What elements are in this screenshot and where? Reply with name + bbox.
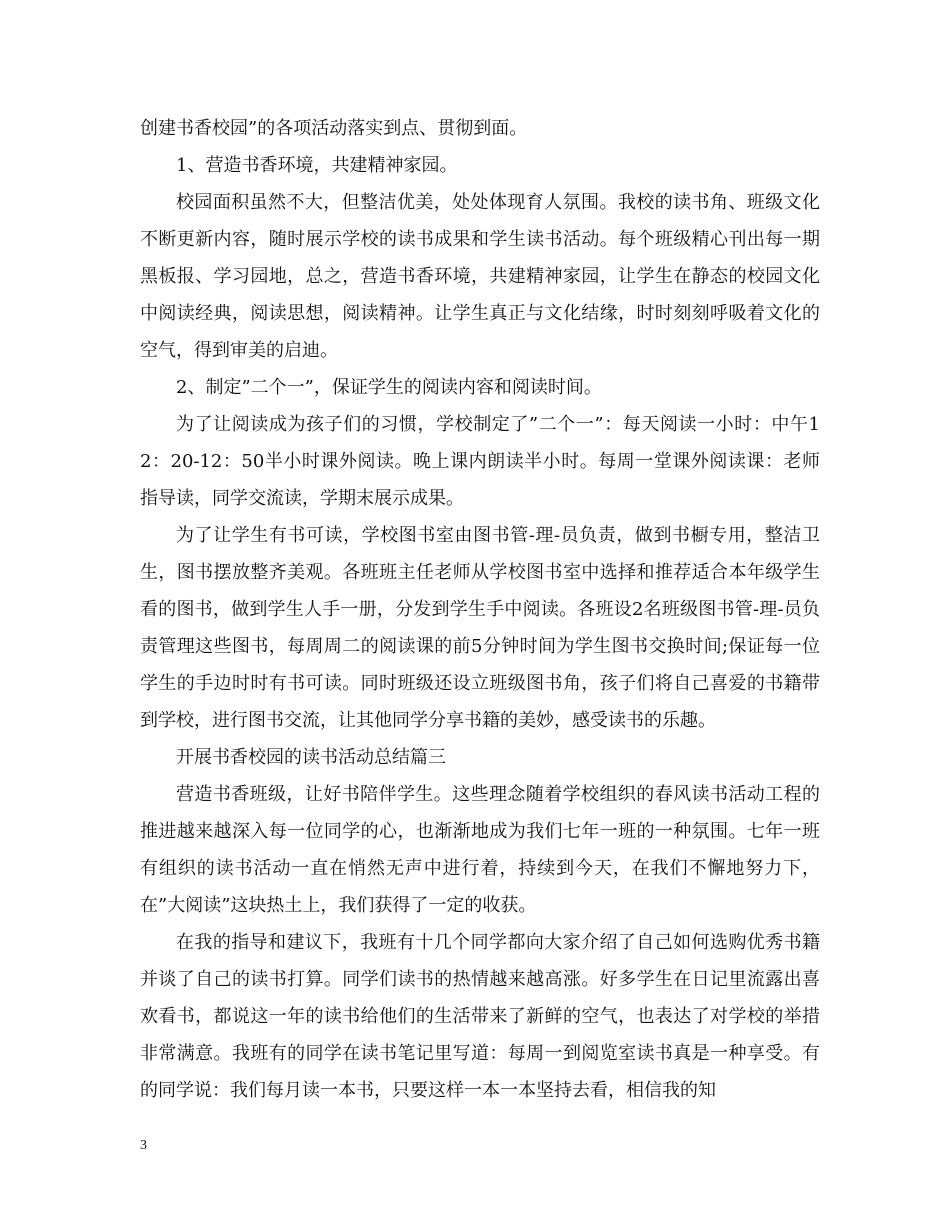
paragraph-continuation: 创建书香校园”的各项活动落实到点、贯彻到面。 [140, 118, 528, 139]
section-heading-two-ones: 2、制定”二个一”，保证学生的阅读内容和阅读时间。 [176, 377, 602, 398]
document-body [140, 110, 820, 1109]
paragraph-reading-schedule: 为了让阅读成为孩子们的习惯，学校制定了”二个一”：每天阅读一小时：中午12：20-12：50半小时课外阅读。晚上课内朗读半小时。每周一堂课外阅读课：老师指导读，同学交流读，学期末展示成果。 [140, 414, 820, 509]
section-heading-environment: 1、营造书香环境，共建精神家园。 [176, 155, 458, 176]
paragraph-class-reading: 营造书香班级，让好书陪伴学生。这些理念随着学校组织的春风读书活动工程的推进越来越深入每一位同学的心，也渐渐地成为我们七年一班的一种氛围。七年一班有组织的读书活动一直在悄然无声中进行着，持续到今天，在我们不懈地努力下，在”大阅读”这块热土上，我们获得了一定的收获。 [140, 784, 820, 916]
paragraph-student-feedback: 在我的指导和建议下，我班有十几个同学都向大家介绍了自己如何选购优秀书籍并谈了自己的读书打算。同学们读书的热情越来越高涨。好多学生在日记里流露出喜欢看书，都说这一年的读书给他们的生活带来了新鲜的空气，也表达了对学校的举措非常满意。我班有的同学在读书笔记里写道：每周一到阅览室读书真是一种享受。有的同学说：我们每月读一本书，只要这样一本一本坚持去看，相信我的知 [140, 932, 820, 1101]
paragraph-campus-culture: 校园面积虽然不大，但整洁优美，处处体现育人氛围。我校的读书角、班级文化不断更新内容，随时展示学校的读书成果和学生读书活动。每个班级精心刊出每一期黑板报、学习园地，总之，营造书香环境，共建精神家园，让学生在静态的校园文化中阅读经典，阅读思想，阅读精神。让学生真正与文化结缘，时时刻刻呼吸着文化的空气，得到审美的启迪。 [140, 192, 820, 361]
section-heading-part-three: 开展书香校园的读书活动总结篇三 [176, 747, 446, 768]
paragraph-library: 为了让学生有书可读，学校图书室由图书管-理-员负责，做到书橱专用，整洁卫生，图书摆放整齐美观。各班班主任老师从学校图书室中选择和推荐适合本年级学生看的图书，做到学生人手一册，分发到学生手中阅读。各班设2名班级图书管-理-员负责管理这些图书，每周周二的阅读课的前5分钟时间为学生图书交换时间;保证每一位学生的手边时时有书可读。同时班级还设立班级图书角，孩子们将自己喜爱的书籍带到学校，进行图书交流，让其他同学分享书籍的美妙，感受读书的乐趣。 [140, 525, 820, 731]
page-number: 3 [140, 1138, 147, 1153]
